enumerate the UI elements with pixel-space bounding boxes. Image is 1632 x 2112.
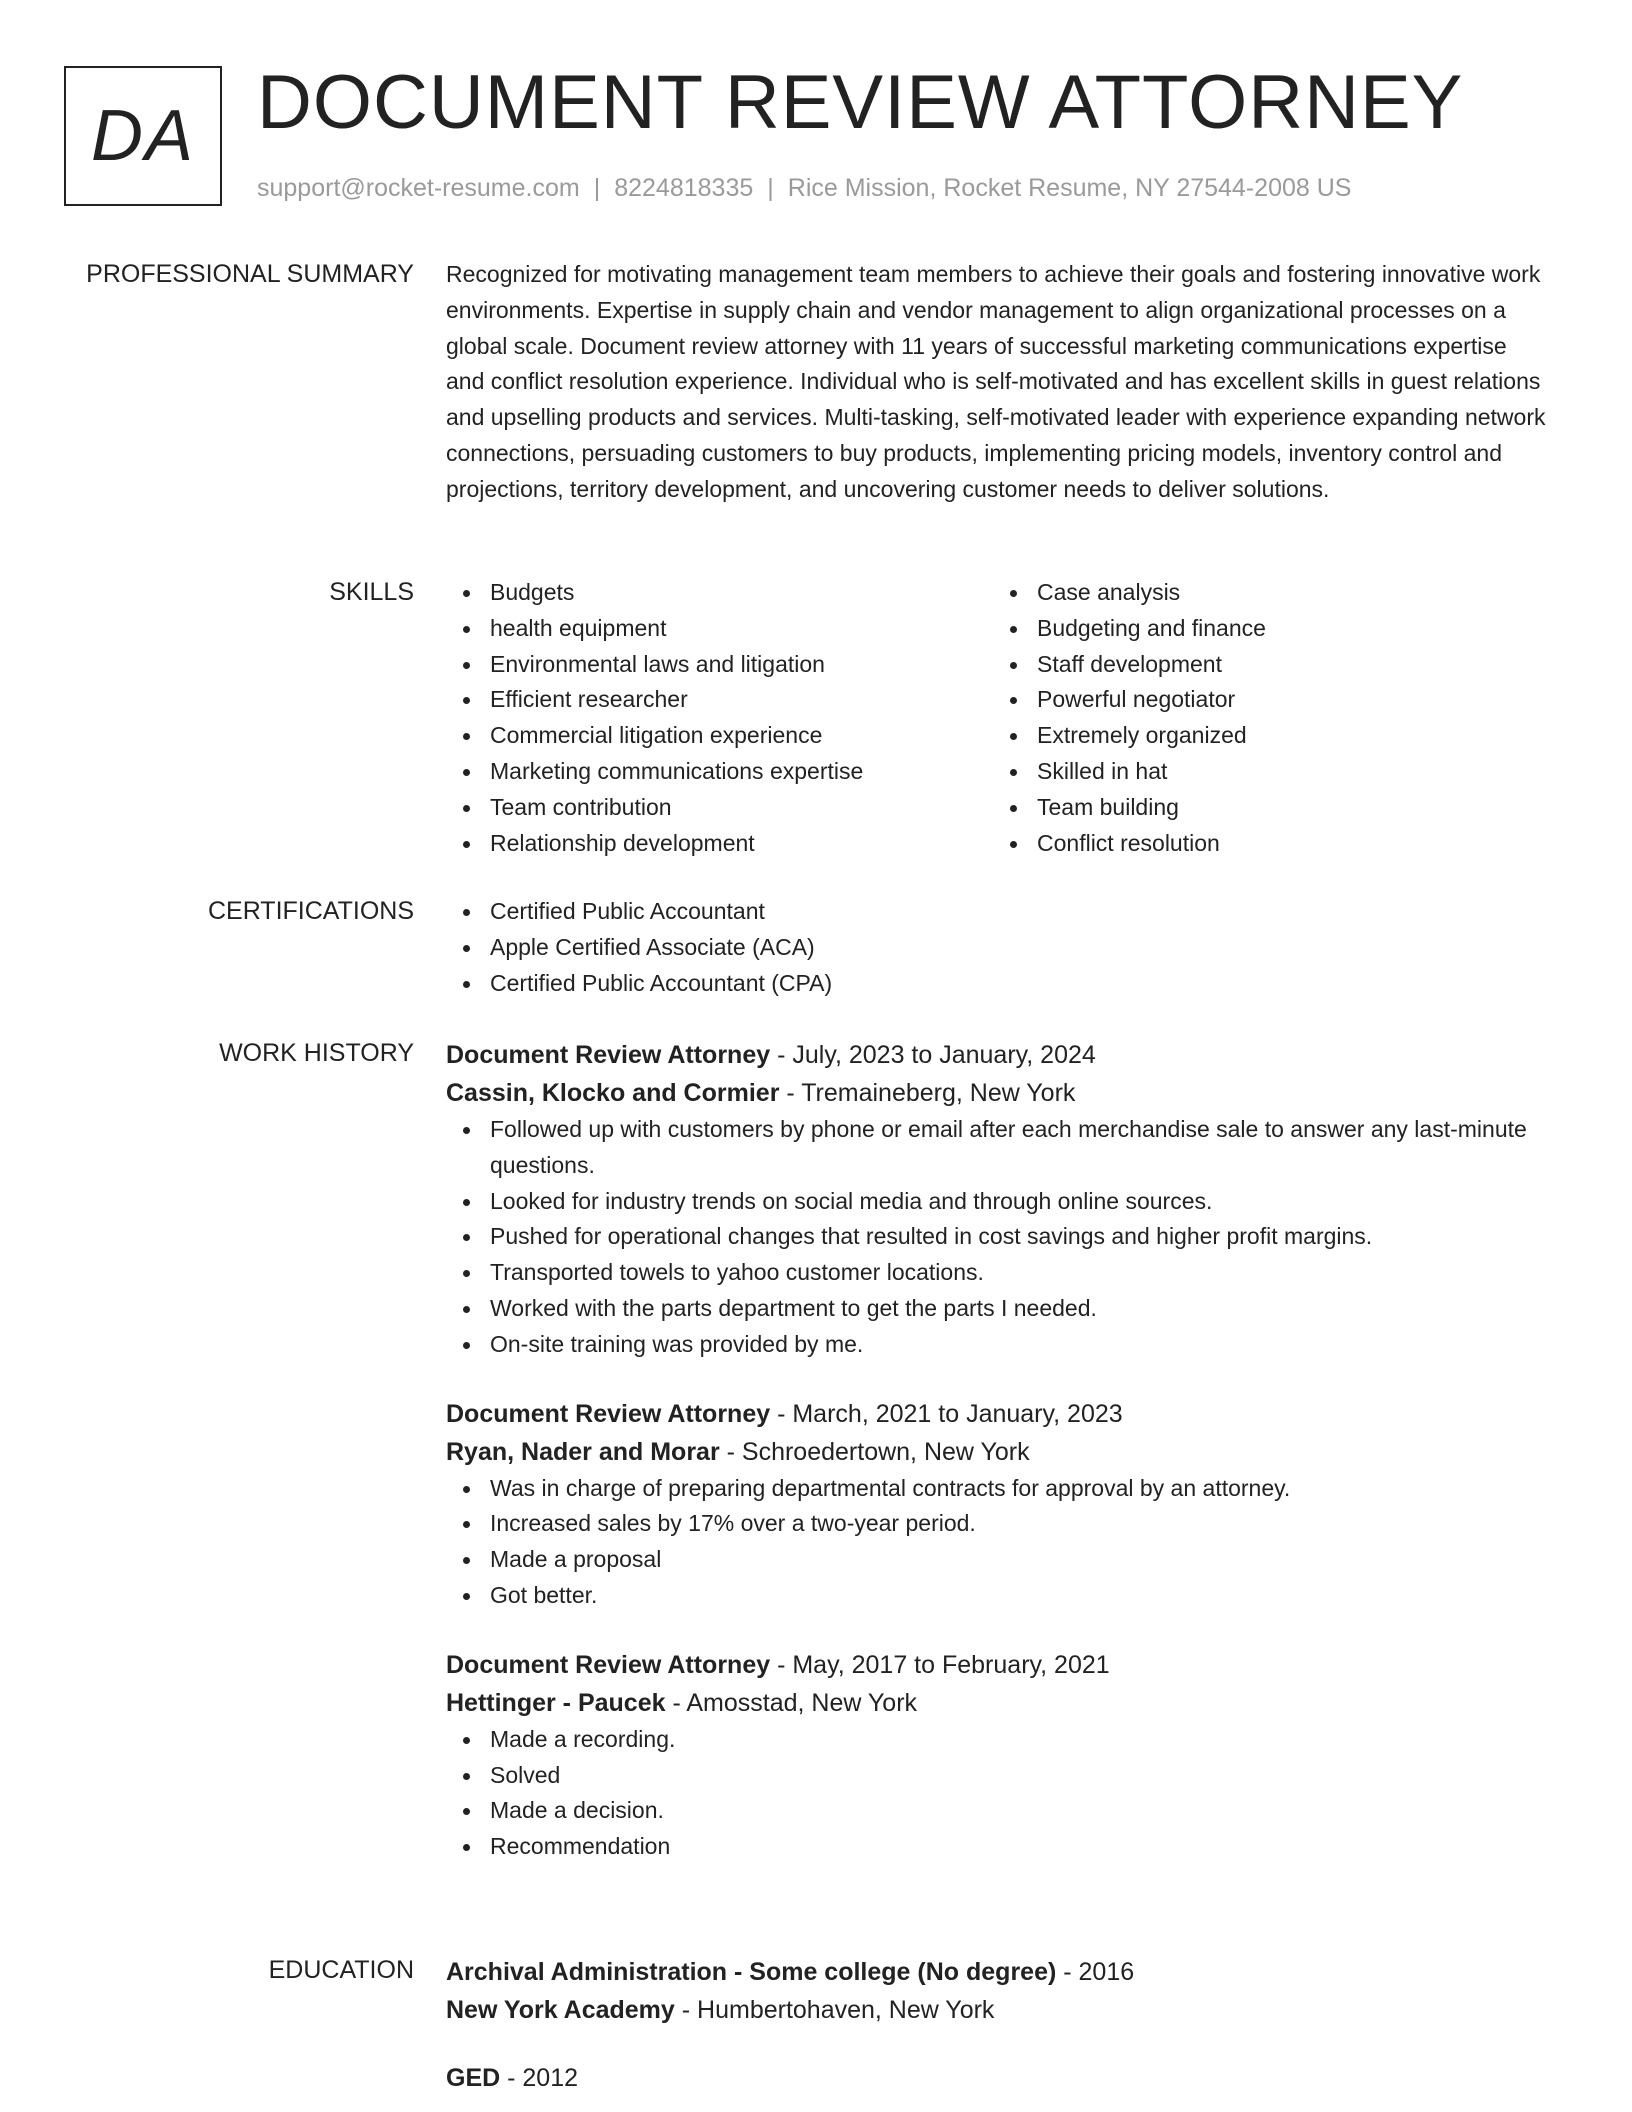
certification-item: Certified Public Accountant (CPA) <box>446 966 1546 1002</box>
monogram <box>64 66 222 206</box>
job-bullet: Made a decision. <box>446 1793 1546 1829</box>
contact-phone[interactable]: 8224818335 <box>614 174 754 202</box>
job-company-line <box>446 1433 1546 1471</box>
education-entry <box>446 1953 1546 2029</box>
contact-separator: | <box>593 174 601 202</box>
section-label-work-history: WORK HISTORY <box>219 1039 414 1067</box>
skill-item: health equipment <box>446 611 993 647</box>
job-bullet: Transported towels to yahoo customer locations. <box>446 1255 1546 1291</box>
job-entry <box>446 1395 1546 1614</box>
company-name: Ryan, Nader and Morar <box>446 1437 720 1466</box>
skill-item: Marketing communications expertise <box>446 754 993 790</box>
section-label-summary: PROFESSIONAL SUMMARY <box>86 260 414 288</box>
job-bullet: Pushed for operational changes that resulted in cost savings and higher profit margins. <box>446 1219 1546 1255</box>
skill-item: Staff development <box>993 647 1540 683</box>
education-degree-line <box>446 2059 1546 2097</box>
resume-title: DOCUMENT REVIEW ATTORNEY <box>257 60 1464 145</box>
job-company-line <box>446 1074 1546 1112</box>
job-title: Document Review Attorney <box>446 1041 771 1069</box>
skill-item: Team contribution <box>446 790 993 826</box>
education-location: - Humbertohaven, New York <box>674 1996 995 2024</box>
company-location: - Tremaineberg, New York <box>779 1079 1076 1107</box>
education-school-line <box>446 1991 1546 2029</box>
monogram-initials: DA <box>90 96 196 176</box>
job-dates: - May, 2017 to February, 2021 <box>770 1650 1110 1679</box>
education-year: - 2016 <box>1056 1958 1135 1986</box>
job-title-line <box>446 1646 1546 1684</box>
job-bullet: Recommendation <box>446 1829 1546 1865</box>
skill-item: Relationship development <box>446 826 993 862</box>
job-bullet: Increased sales by 17% over a two-year period. <box>446 1506 1546 1542</box>
skill-item: Efficient researcher <box>446 682 993 718</box>
job-bullets <box>446 1471 1546 1614</box>
job-bullet: Was in charge of preparing departmental contracts for approval by an attorney. <box>446 1471 1546 1507</box>
skill-item: Environmental laws and litigation <box>446 647 993 683</box>
job-title-line <box>446 1036 1546 1074</box>
job-title: Document Review Attorney <box>446 1399 771 1428</box>
job-dates: - March, 2021 to January, 2023 <box>770 1399 1123 1428</box>
job-title-line <box>446 1395 1546 1433</box>
skills-list-left <box>446 575 993 861</box>
section-label-education: EDUCATION <box>268 1956 414 1984</box>
job-bullets <box>446 1112 1546 1363</box>
certification-item: Certified Public Accountant <box>446 894 1546 930</box>
skill-item: Conflict resolution <box>993 826 1540 862</box>
job-bullet: Followed up with customers by phone or email after each merchandise sale to answer any last-minute questions. <box>446 1112 1546 1184</box>
job-bullet: Solved <box>446 1758 1546 1794</box>
skill-item: Extremely organized <box>993 718 1540 754</box>
certifications-list <box>446 894 1546 1001</box>
education-degree: GED <box>446 2064 501 2092</box>
job-bullet: Got better. <box>446 1578 1546 1614</box>
job-bullet: On-site training was provided by me. <box>446 1327 1546 1363</box>
skill-item: Case analysis <box>993 575 1540 611</box>
company-name: Hettinger - Paucek <box>446 1688 666 1717</box>
skill-item: Budgeting and finance <box>993 611 1540 647</box>
job-list <box>446 1036 1546 1865</box>
education-degree: Archival Administration - Some college (No degree) <box>446 1958 1057 1986</box>
education-year: - 2012 <box>500 2064 579 2092</box>
section-label-certifications: CERTIFICATIONS <box>207 897 414 925</box>
company-name: Cassin, Klocko and Cormier <box>446 1079 780 1107</box>
skills-list-right <box>993 575 1540 861</box>
education-list <box>446 1953 1546 2097</box>
job-entry <box>446 1646 1546 1865</box>
company-location: - Schroedertown, New York <box>719 1437 1030 1466</box>
job-bullet: Worked with the parts department to get the parts I needed. <box>446 1291 1546 1327</box>
education-degree-line <box>446 1953 1546 1991</box>
education-entry <box>446 2059 1546 2097</box>
summary-text: Recognized for motivating management team members to achieve their goals and fostering innovative work environments. Expertise in supply chain and vendor management to align organizational processes on a global scale. Document review attorney with 11 years of successful marketing communications expertise and conflict resolution experience. Individual who is self-motivated and has excellent skills in guest relations and upselling products and services. Multi-tasking, self-motivated leader with experience expanding network connections, persuading customers to buy products, implementing pricing models, inventory control and projections, territory development, and uncovering customer needs to deliver solutions. <box>446 261 1546 502</box>
skill-item: Skilled in hat <box>993 754 1540 790</box>
skill-item: Powerful negotiator <box>993 682 1540 718</box>
job-dates: - July, 2023 to January, 2024 <box>770 1041 1096 1069</box>
contact-email[interactable]: support@rocket-resume.com <box>257 174 580 202</box>
job-bullets <box>446 1722 1546 1865</box>
section-label-skills: SKILLS <box>329 578 414 606</box>
education-school: New York Academy <box>446 1996 675 2024</box>
job-bullet: Made a recording. <box>446 1722 1546 1758</box>
job-title: Document Review Attorney <box>446 1650 771 1679</box>
job-bullet: Made a proposal <box>446 1542 1546 1578</box>
certification-item: Apple Certified Associate (ACA) <box>446 930 1546 966</box>
job-company-line <box>446 1684 1546 1722</box>
contact-line <box>257 174 1351 203</box>
company-location: - Amosstad, New York <box>665 1688 918 1717</box>
contact-separator: | <box>767 174 774 202</box>
skill-item: Team building <box>993 790 1540 826</box>
contact-address: Rice Mission, Rocket Resume, NY 27544-2008 US <box>787 174 1352 202</box>
skill-item: Commercial litigation experience <box>446 718 993 754</box>
skill-item: Budgets <box>446 575 993 611</box>
job-entry <box>446 1036 1546 1363</box>
job-bullet: Looked for industry trends on social media and through online sources. <box>446 1184 1546 1220</box>
